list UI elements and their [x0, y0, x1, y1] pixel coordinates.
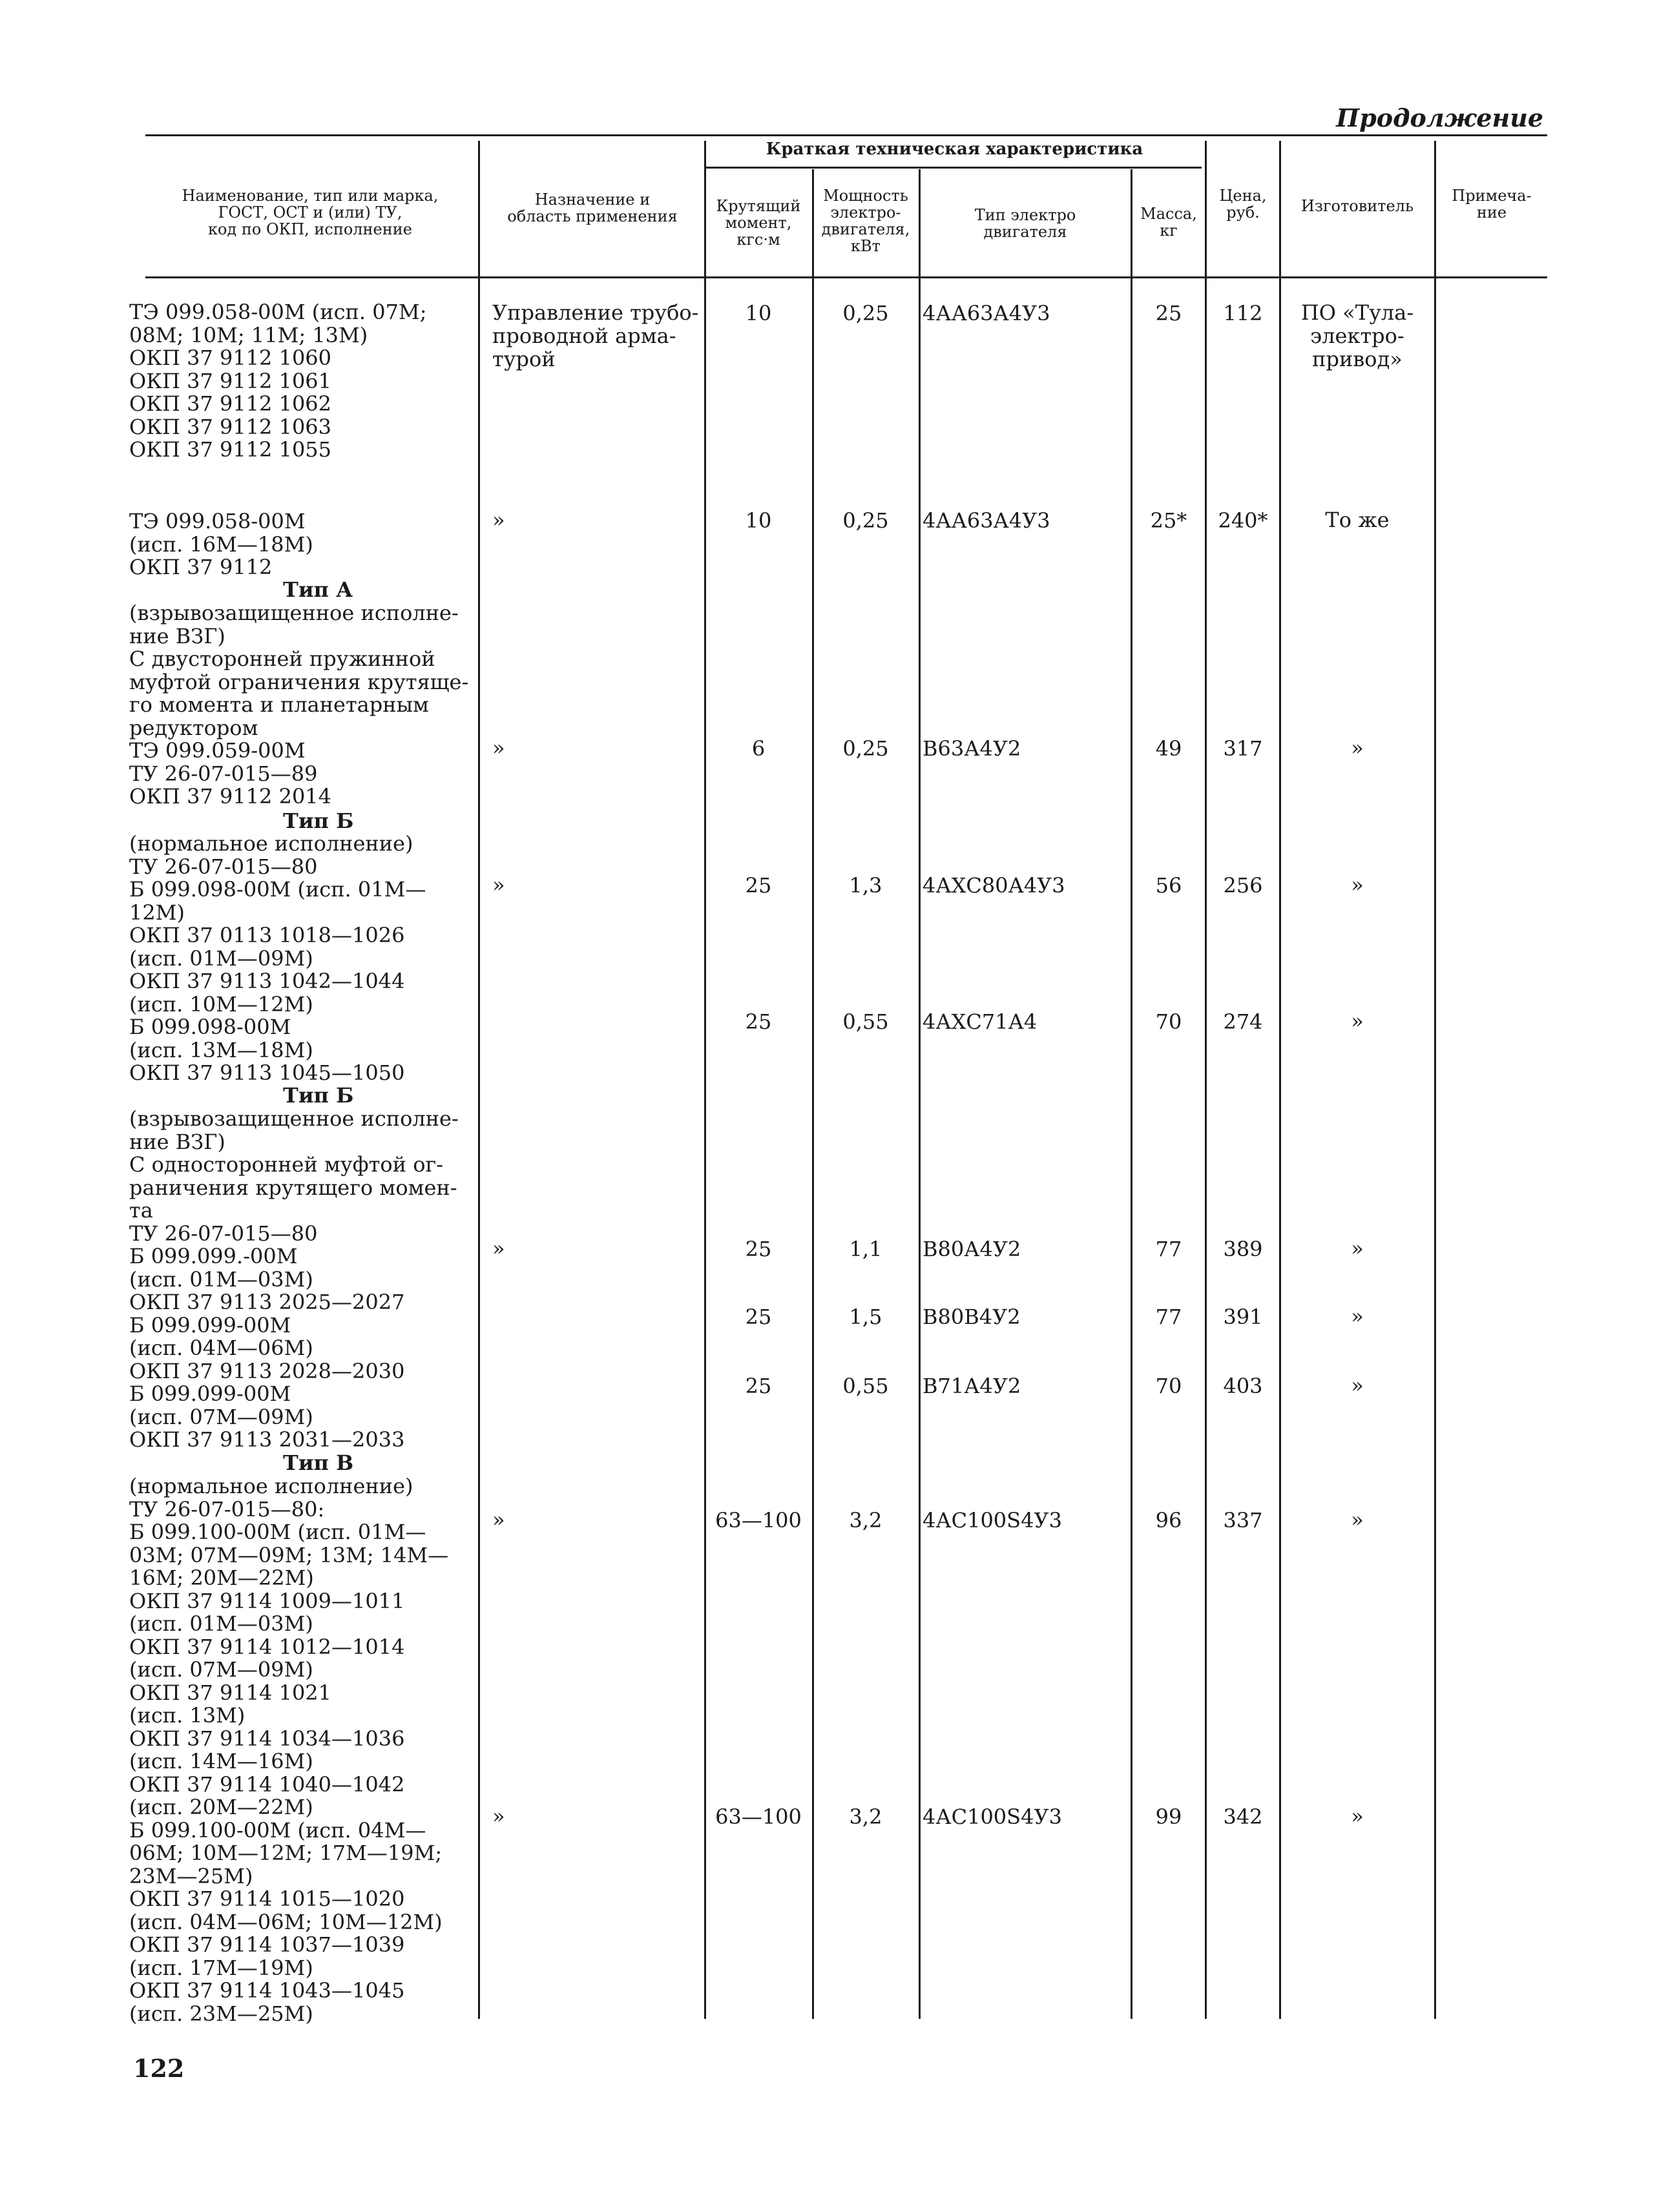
name-block-1: ТЭ 099.058-00М (исп. 07М; 08М; 10М; 11М; 13М) ОКП 37 9112 1060 ОКП 37 9112 1061 ОКП 37 9112 1062 ОКП 37 9112 1063 ОКП 37 9112 1055 [129, 300, 427, 462]
cell-power: 1,1 [849, 1237, 882, 1261]
cell-torque: 25 [745, 1305, 772, 1329]
header-tech-group: Краткая техническая характеристика [766, 140, 1143, 159]
cell-purpose: » [492, 1804, 505, 1828]
cell-torque: 63—100 [715, 1804, 802, 1829]
col-rule-6 [1205, 141, 1207, 2019]
cell-maker: » [1351, 1236, 1364, 1261]
name-block-4: (нормальное исполнение) ТУ 26-07-015—80 Б 099.098-00М (исп. 01М— 12М) ОКП 37 0113 1018—1026 (исп. 01М—09М) ОКП 37 9113 1042—1044 (исп. 10М—12М) Б 099.098-00М (исп. 13М—18М) ОКП 37 9113 1045—1050 [129, 831, 426, 1085]
cell-torque: 6 [751, 736, 766, 761]
col-rule-8 [1434, 141, 1436, 2019]
cell-torque: 10 [745, 301, 772, 326]
cell-price: 317 [1223, 736, 1263, 761]
cell-mass: 56 [1155, 873, 1182, 898]
cell-maker: » [1351, 1304, 1364, 1328]
cell-motor: 4АХС80А4У3 [923, 873, 1065, 898]
cell-motor: В80В4У2 [923, 1305, 1021, 1329]
cell-purpose: » [492, 1236, 505, 1261]
cell-maker: » [1351, 1507, 1364, 1532]
cell-mass: 70 [1155, 1374, 1182, 1398]
cell-purpose: Управление трубо- проводной арма- турой [492, 300, 699, 371]
cell-torque: 25 [745, 1374, 772, 1398]
col-rule-2 [704, 141, 706, 2019]
cell-maker: » [1351, 873, 1364, 897]
cell-price: 112 [1223, 301, 1263, 326]
cell-power: 1,5 [849, 1305, 882, 1329]
page-number: 122 [133, 2054, 185, 2083]
header-mass: Масса, кг [1140, 205, 1197, 240]
cell-maker: » [1351, 736, 1364, 760]
cell-torque: 10 [745, 508, 772, 533]
cell-power: 3,2 [849, 1804, 882, 1829]
cell-price: 274 [1223, 1009, 1263, 1034]
cell-motor: 4АА63А4У3 [923, 301, 1050, 326]
cell-purpose: » [492, 736, 505, 760]
tech-group-rule [704, 167, 1202, 169]
cell-power: 0,25 [842, 301, 889, 326]
type-a-heading: Тип А [283, 577, 353, 602]
col-rule-7 [1279, 141, 1281, 2019]
cell-torque: 25 [745, 1237, 772, 1261]
cell-power: 0,25 [842, 736, 889, 761]
header-note: Примеча- ние [1452, 187, 1532, 222]
col-rule-4 [919, 169, 921, 2019]
cell-price: 256 [1223, 873, 1263, 898]
cell-torque: 63—100 [715, 1508, 802, 1533]
type-b-heading: Тип Б [283, 809, 354, 833]
cell-mass: 70 [1155, 1009, 1182, 1034]
name-block-3: (взрывозащищенное исполне- ние ВЗГ) С двусторонней пружинной муфтой ограничения крутяще- го момента и планетарным редуктором ТЭ 099.059-00М ТУ 26-07-015—89 ОКП 37 9112 2014 [129, 601, 469, 809]
cell-price: 389 [1223, 1237, 1263, 1261]
cell-torque: 25 [745, 873, 772, 898]
cell-maker: ПО «Тула- электро- привод» [1300, 300, 1414, 371]
header-power: Мощность электро- двигателя, кВт [821, 187, 910, 255]
name-block-2: ТЭ 099.058-00М (исп. 16М—18М) ОКП 37 9112 [129, 509, 313, 579]
cell-motor: 4АА63А4У3 [923, 508, 1050, 533]
type-b-heading-2: Тип Б [283, 1083, 354, 1108]
header-torque: Крутящий момент, кгс·м [716, 197, 801, 249]
cell-motor: В80А4У2 [923, 1237, 1021, 1261]
cell-price: 240* [1218, 508, 1268, 533]
header-maker: Изготовитель [1300, 197, 1414, 215]
cell-power: 0,25 [842, 508, 889, 533]
cell-motor: В63А4У2 [923, 736, 1021, 761]
cell-motor: В71А4У2 [923, 1374, 1021, 1398]
cell-mass: 99 [1155, 1804, 1182, 1829]
type-v-heading: Тип В [283, 1451, 354, 1475]
cell-motor: 4АХС71А4 [923, 1009, 1038, 1034]
header-name: Наименование, тип или марка, ГОСТ, ОСТ и (или) ТУ, код по ОКП, исполнение [182, 187, 439, 238]
header-top-rule [145, 134, 1547, 136]
cell-motor: 4АС100S4У3 [923, 1804, 1062, 1829]
cell-purpose: » [492, 873, 505, 897]
cell-mass: 77 [1155, 1305, 1182, 1329]
cell-mass: 96 [1155, 1508, 1182, 1533]
cell-motor: 4АС100S4У3 [923, 1508, 1062, 1533]
header-motor: Тип электро двигателя [974, 206, 1076, 241]
cell-price: 391 [1223, 1305, 1263, 1329]
name-block-5: (взрывозащищенное исполне- ние ВЗГ) С односторонней муфтой ог- раничения крутящего момен- та ТУ 26-07-015—80 Б 099.099.-00М (исп. 01М—03М) ОКП 37 9113 2025—2027 Б 099.099-00М (исп. 04М—06М) ОКП 37 9113 2028—2030 Б 099.099-00М (исп. 07М—09М) ОКП 37 9113 2031—2033 [129, 1106, 459, 1452]
cell-maker: » [1351, 1373, 1364, 1398]
cell-price: 403 [1223, 1374, 1263, 1398]
cell-price: 342 [1223, 1804, 1263, 1829]
cell-mass: 49 [1155, 736, 1182, 761]
cell-purpose: » [492, 508, 505, 532]
col-rule-1 [478, 141, 480, 2019]
cell-mass: 25 [1155, 301, 1182, 326]
continuation-label: Продолжение [1336, 103, 1543, 132]
header-purpose: Назначение и область применения [507, 191, 678, 225]
cell-power: 3,2 [849, 1508, 882, 1533]
header-bottom-rule [145, 276, 1547, 278]
cell-mass: 25* [1150, 508, 1187, 533]
cell-power: 0,55 [842, 1374, 889, 1398]
col-rule-3 [812, 169, 814, 2019]
cell-power: 1,3 [849, 873, 882, 898]
cell-maker: » [1351, 1009, 1364, 1033]
cell-torque: 25 [745, 1009, 772, 1034]
col-rule-5 [1131, 169, 1132, 2019]
cell-maker: » [1351, 1804, 1364, 1828]
cell-purpose: » [492, 1507, 505, 1532]
cell-maker: То же [1325, 508, 1390, 532]
name-block-6: (нормальное исполнение) ТУ 26-07-015—80: Б 099.100-00М (исп. 01М— 03М; 07М—09М; 13М; 14М— 16М; 20М—22М) ОКП 37 9114 1009—1011 (исп. 01М—03М) ОКП 37 9114 1012—1014 (исп. 07М—09М) ОКП 37 9114 1021 (исп. 13М) ОКП 37 9114 1034—1036 (исп. 14М—16М) ОКП 37 9114 1040—1042 (исп. 20М—22М) Б 099.100-00М (исп. 04М— 06М; 10М—12М; 17М—19М; 23М—25М) ОКП 37 9114 1015—1020 (исп. 04М—06М; 10М—12М) ОКП 37 9114 1037—1039 (исп. 17М—19М) ОКП 37 9114 1043—1045 (исп. 23М—25М) [129, 1474, 449, 2026]
cell-mass: 77 [1155, 1237, 1182, 1261]
header-price: Цена, руб. [1219, 187, 1267, 222]
cell-power: 0,55 [842, 1009, 889, 1034]
cell-price: 337 [1223, 1508, 1263, 1533]
